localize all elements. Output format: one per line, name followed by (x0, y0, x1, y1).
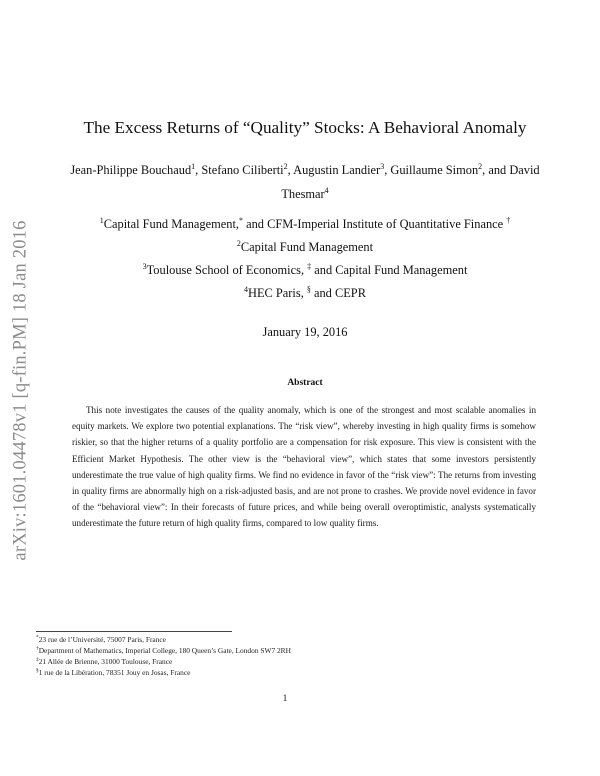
author-affil-mark: 3 (380, 161, 385, 171)
author-name: Augustin Landier (293, 163, 381, 177)
footnote-mark: † (36, 645, 39, 652)
author-affil-mark: 2 (478, 161, 483, 171)
footnote-mark: ‡ (307, 261, 312, 271)
footnote-text: 21 Allée de Brienne, 31000 Toulouse, France (38, 657, 173, 666)
abstract-heading: Abstract (287, 378, 323, 388)
author-name: Guillaume Simon (390, 163, 479, 177)
affil-mark: 3 (142, 261, 147, 271)
affiliation-4 (40, 286, 570, 301)
affil-mark: 2 (236, 238, 241, 248)
arxiv-stamp (6, 200, 36, 580)
affil-text: and CFM-Imperial Institute of Quantitative Finance (243, 217, 507, 231)
paper-title: The Excess Returns of “Quality” Stocks: A Behavioral Anomaly (83, 118, 527, 137)
author-affil-mark: 1 (191, 161, 196, 171)
author-name: Jean-Philippe Bouchaud (70, 163, 192, 177)
affiliation-3 (40, 263, 570, 278)
affil-text: and Capital Fund Management (311, 263, 468, 277)
author-separator: , (195, 163, 202, 177)
author-list (60, 158, 550, 206)
affil-text: HEC Paris, (248, 286, 307, 300)
footnote-divider (36, 631, 232, 632)
affiliation-1 (40, 217, 570, 232)
footnote-item (36, 656, 476, 667)
footnote-text: Department of Mathematics, Imperial College, 180 Queen’s Gate, London SW7 2RH (38, 646, 291, 655)
author-line-2 (60, 182, 550, 206)
footnote-item (36, 645, 476, 656)
footnote-item (36, 667, 476, 678)
arxiv-id: arXiv:1601.04478v1 [q-fin.PM] 18 Jan 2016 (10, 219, 31, 561)
author-name: Thesmar (281, 187, 325, 201)
author-line-1 (60, 158, 550, 182)
footnote-item (36, 634, 476, 645)
footnote-mark: * (36, 634, 39, 641)
affil-text: and CEPR (310, 286, 366, 300)
abstract-body: This note investigates the causes of the quality anomaly, which is one of the strongest and most scalable anomalies in equity markets. We explore two potential explanations. The “risk view”, whereby investing in high quality firms is somehow riskier, so that the higher returns of a quality portfolio are a compensation for risk exposure. This view is consistent with the Efficient Market Hypothesis. The other view is the “behavioral view”, which states that some investors persistently underestimate the true value of high quality firms. We find no evidence in favor of the “risk view”: The returns from investing in quality firms are abnormally high on a risk-adjusted basis, and are not prone to crashes. We provide novel evidence in favor of the “behavioral view”: In their forecasts of future prices, and while being overall overoptimistic, analysts systematically underestimate the future return of high quality firms, compared to low quality firms. (72, 405, 536, 529)
affiliation-2 (40, 240, 570, 255)
footnote-mark: § (306, 284, 311, 294)
affil-text: Toulouse School of Economics, (146, 263, 308, 277)
footnote-text: 23 rue de l’Université, 75007 Paris, France (38, 635, 166, 644)
author-name: Stefano Ciliberti (201, 163, 284, 177)
author-affil-mark: 4 (324, 185, 329, 195)
author-separator: , (287, 163, 294, 177)
affil-mark: 4 (244, 284, 249, 294)
author-separator: , (384, 163, 391, 177)
author-separator: , and David (482, 163, 540, 177)
affil-text: Capital Fund Management, (103, 217, 239, 231)
footnotes (36, 634, 476, 678)
footnote-mark: § (36, 667, 39, 674)
footnote-mark: † (506, 215, 511, 225)
page-number: 1 (282, 694, 288, 704)
footnote-text: 1 rue de la Libération, 78351 Jouy en Josas, France (38, 668, 191, 677)
affil-mark: 1 (99, 215, 104, 225)
author-affil-mark: 2 (283, 161, 288, 171)
affil-text: Capital Fund Management (240, 240, 374, 254)
paper-date: January 19, 2016 (262, 325, 348, 339)
footnote-mark: * (239, 215, 243, 225)
footnote-mark: ‡ (36, 656, 39, 663)
